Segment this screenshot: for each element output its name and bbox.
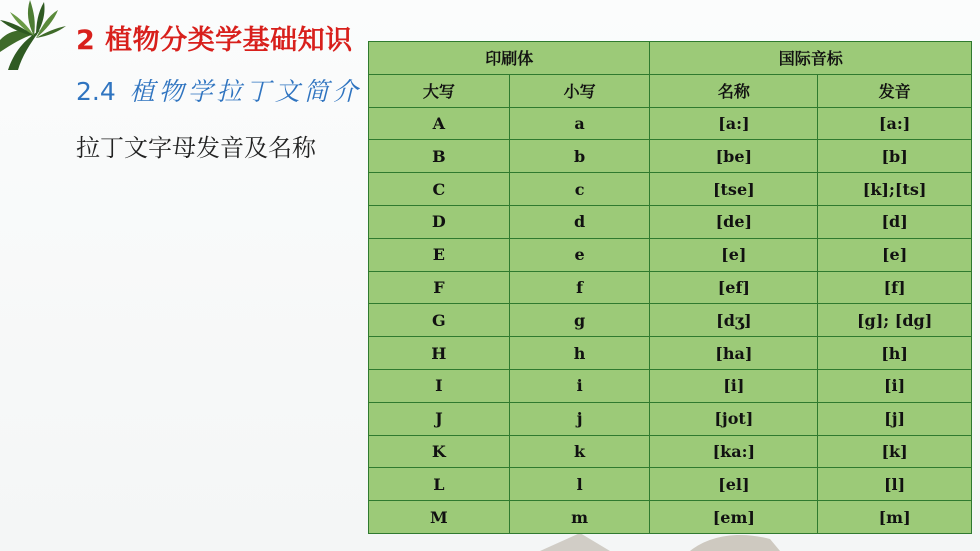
lowercase-cell: h <box>509 337 650 370</box>
pronunciation-cell: [l] <box>818 468 972 501</box>
name-cell: [a:] <box>650 107 818 140</box>
name-cell: [be] <box>650 140 818 173</box>
column-header-row <box>369 74 972 107</box>
pronunciation-cell: [f] <box>818 271 972 304</box>
table-row <box>369 271 972 304</box>
column-header-name: 名称 <box>650 74 818 107</box>
pronunciation-cell: [b] <box>818 140 972 173</box>
uppercase-cell: B <box>369 140 510 173</box>
table-row <box>369 173 972 206</box>
latin-alphabet-table <box>368 41 972 534</box>
group-header-print: 印刷体 <box>369 42 650 75</box>
lowercase-cell: f <box>509 271 650 304</box>
pronunciation-cell: [d] <box>818 205 972 238</box>
group-header-row <box>369 42 972 75</box>
uppercase-cell: E <box>369 238 510 271</box>
name-cell: [tse] <box>650 173 818 206</box>
uppercase-cell: I <box>369 369 510 402</box>
name-cell: [ka:] <box>650 435 818 468</box>
table-row <box>369 205 972 238</box>
lowercase-cell: a <box>509 107 650 140</box>
pronunciation-cell: [k];[ts] <box>818 173 972 206</box>
name-cell: [ha] <box>650 337 818 370</box>
table-row <box>369 402 972 435</box>
section-heading: 植物学拉丁文简介 <box>129 77 362 106</box>
name-cell: [dʒ] <box>650 304 818 337</box>
pronunciation-cell: [a:] <box>818 107 972 140</box>
pronunciation-cell: [i] <box>818 369 972 402</box>
name-cell: [de] <box>650 205 818 238</box>
table-row <box>369 468 972 501</box>
table-row <box>369 238 972 271</box>
name-cell: [jot] <box>650 402 818 435</box>
table-row <box>369 501 972 534</box>
column-header-uppercase: 大写 <box>369 74 510 107</box>
lowercase-cell: g <box>509 304 650 337</box>
page-title: 2 植物分类学基础知识 <box>76 25 353 56</box>
table-row <box>369 304 972 337</box>
lowercase-cell: k <box>509 435 650 468</box>
name-cell: [el] <box>650 468 818 501</box>
plant-leaves-icon <box>0 0 72 70</box>
table-row <box>369 369 972 402</box>
table-row <box>369 140 972 173</box>
uppercase-cell: G <box>369 304 510 337</box>
uppercase-cell: C <box>369 173 510 206</box>
lowercase-cell: d <box>509 205 650 238</box>
lowercase-cell: j <box>509 402 650 435</box>
lowercase-cell: e <box>509 238 650 271</box>
name-cell: [e] <box>650 238 818 271</box>
lowercase-cell: l <box>509 468 650 501</box>
name-cell: [ef] <box>650 271 818 304</box>
pronunciation-cell: [j] <box>818 402 972 435</box>
section-subtitle <box>76 72 362 108</box>
lowercase-cell: c <box>509 173 650 206</box>
section-description: 拉丁文字母发音及名称 <box>76 134 316 162</box>
uppercase-cell: K <box>369 435 510 468</box>
column-header-pronunciation: 发音 <box>818 74 972 107</box>
table-row <box>369 435 972 468</box>
pronunciation-cell: [g]; [dg] <box>818 304 972 337</box>
pronunciation-cell: [e] <box>818 238 972 271</box>
pronunciation-cell: [m] <box>818 501 972 534</box>
lowercase-cell: m <box>509 501 650 534</box>
name-cell: [em] <box>650 501 818 534</box>
uppercase-cell: F <box>369 271 510 304</box>
lowercase-cell: i <box>509 369 650 402</box>
uppercase-cell: A <box>369 107 510 140</box>
section-number: 2.4 <box>76 77 116 106</box>
group-header-ipa: 国际音标 <box>650 42 972 75</box>
column-header-lowercase: 小写 <box>509 74 650 107</box>
table-body <box>369 107 972 533</box>
pronunciation-cell: [k] <box>818 435 972 468</box>
uppercase-cell: M <box>369 501 510 534</box>
uppercase-cell: L <box>369 468 510 501</box>
uppercase-cell: D <box>369 205 510 238</box>
uppercase-cell: J <box>369 402 510 435</box>
pronunciation-cell: [h] <box>818 337 972 370</box>
table-row <box>369 337 972 370</box>
uppercase-cell: H <box>369 337 510 370</box>
table-row <box>369 107 972 140</box>
lowercase-cell: b <box>509 140 650 173</box>
name-cell: [i] <box>650 369 818 402</box>
